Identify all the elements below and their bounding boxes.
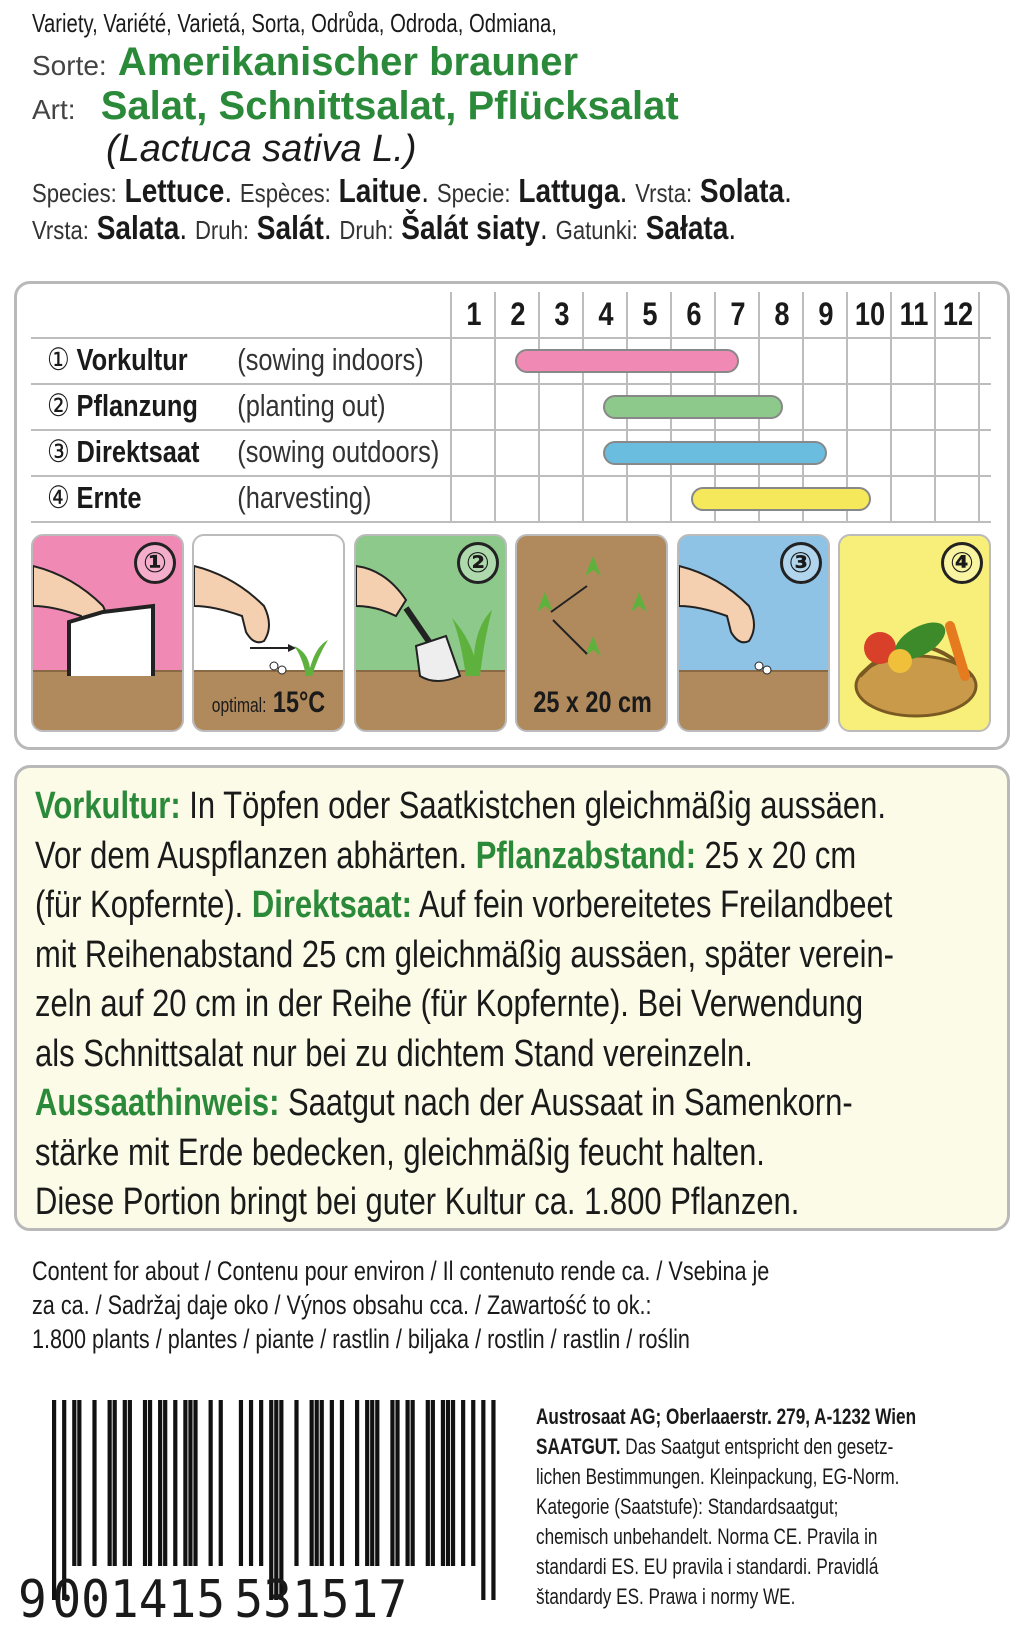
- instruction-line: [35, 931, 980, 981]
- instruction-text: mit Reihenabstand 25 cm gleichmäßig aussäen, später verein-: [35, 933, 894, 976]
- step-number: ③: [47, 434, 70, 469]
- optimal-label: optimal:: [212, 695, 267, 717]
- legal-line: standardi ES. EU pravila i standardi. Pravidlá: [536, 1554, 879, 1579]
- content-line: 1.800 plants / plantes / piante / rastlin / biljaka / rostlin / rastlin / roślin: [32, 1324, 690, 1354]
- step-badge: ③: [780, 542, 822, 584]
- species-label: Vrsta:: [635, 178, 693, 208]
- species-label: Espèces:: [239, 178, 331, 208]
- instruction-text: zeln auf 20 cm in der Reihe (für Kopfernte). Bei Verwendung: [35, 983, 864, 1025]
- species-value: Sałata: [637, 209, 729, 246]
- species-label: Specie:: [436, 178, 511, 208]
- species-label: Species:: [32, 178, 117, 208]
- variety-name: Amerikanischer brauner: [117, 40, 579, 84]
- content-line: za ca. / Sadržaj daje oko / Výnos obsahu cca. / Zawartość to ok.:: [32, 1290, 652, 1320]
- content-line: Content for about / Contenu pour environ / Il contenuto rende ca. / Vsebina je: [32, 1256, 770, 1286]
- species-label: Druh:: [194, 215, 249, 245]
- species-value: Salát: [248, 209, 324, 246]
- header: [32, 10, 992, 244]
- barcode: [18, 1400, 518, 1629]
- instructions-text: [35, 782, 980, 1228]
- step-number: ①: [47, 342, 70, 377]
- barcode-digits-left: 001415: [52, 1570, 226, 1629]
- calendar-grid: [31, 292, 991, 524]
- step-number: ④: [47, 480, 70, 515]
- instruction-line: [35, 782, 980, 832]
- legal-line: Kategorie (Saatstufe): Standardsaatgut;: [536, 1494, 839, 1519]
- activity-translation: (harvesting): [237, 480, 372, 515]
- month-label: 8: [774, 296, 790, 332]
- month-label: 11: [899, 296, 929, 332]
- content-amount: [32, 1254, 992, 1356]
- instruction-panel: [515, 534, 668, 732]
- sowing-calendar: [14, 281, 1010, 750]
- instruction-text: Auf fein vorbereitetes Freilandbeet: [411, 884, 893, 926]
- month-label: 10: [854, 296, 886, 332]
- legal-line: štandardy ES. Prawa i normy WE.: [536, 1584, 796, 1609]
- month-label: 12: [942, 296, 974, 332]
- species-value: Laitue: [330, 172, 422, 209]
- step-badge: ②: [457, 542, 499, 584]
- month-label: 7: [730, 296, 746, 332]
- month-label: 1: [466, 296, 482, 332]
- cultivation-instructions: [14, 765, 1010, 1231]
- step-badge: ④: [941, 542, 983, 584]
- instruction-heading: Vorkultur:: [35, 785, 181, 827]
- activity-translation: (sowing outdoors): [237, 434, 440, 469]
- legal-line: Das Saatgut entspricht den gesetz-: [620, 1434, 894, 1459]
- instruction-panel: [354, 534, 507, 732]
- species-translations-2: Vrsta: Salata. Druh: Salát. Druh: Šalát siaty. Gatunki: Sałata.: [32, 209, 737, 246]
- instruction-panel: [838, 534, 991, 732]
- month-label: 5: [642, 296, 658, 332]
- instruction-line: [35, 1129, 980, 1179]
- species-value: Šalát siaty: [393, 209, 541, 246]
- activity-name: Vorkultur: [76, 342, 188, 377]
- instruction-panels: [31, 534, 991, 734]
- instruction-heading: Direktsaat:: [251, 884, 412, 926]
- activity-name: Ernte: [76, 480, 142, 515]
- spacing-value: 25 x 20 cm: [533, 686, 652, 719]
- month-label: 3: [554, 296, 570, 332]
- calendar-period-bar: [691, 487, 871, 511]
- species-value: Solata: [692, 172, 785, 209]
- barcode-digit-prefix: 9: [18, 1570, 47, 1629]
- month-label: 2: [510, 296, 526, 332]
- instruction-text: (für Kopfernte).: [35, 884, 252, 926]
- legal-line: chemisch unbehandelt. Norma CE. Pravila in: [536, 1524, 878, 1549]
- instruction-text: In Töpfen oder Saatkistchen gleichmäßig aussäen.: [180, 785, 886, 827]
- species-translations-1: Species: Lettuce. Espèces: Laitue. Specie: Lattuga. Vrsta: Solata.: [32, 172, 792, 209]
- variety-line: Variety, Variété, Varietá, Sorta, Odrůda, Odroda, Odmiana,: [32, 8, 557, 38]
- activity-translation: (sowing indoors): [237, 342, 424, 377]
- legal-line: lichen Bestimmungen. Kleinpackung, EG-Norm.: [536, 1464, 900, 1489]
- calendar-row-label: [47, 388, 386, 424]
- instruction-panel: [677, 534, 830, 732]
- calendar-row-label: [47, 342, 424, 378]
- instruction-line: [35, 1030, 980, 1080]
- month-label: 4: [598, 296, 614, 332]
- species-value: Salata: [88, 209, 180, 246]
- instruction-text: 25 x 20 cm: [696, 834, 857, 877]
- activity-translation: (planting out): [237, 388, 386, 423]
- species-label: Vrsta:: [32, 215, 89, 245]
- step-badge: ①: [134, 542, 176, 584]
- instruction-text: Saatgut nach der Aussaat in Samenkorn-: [279, 1082, 853, 1124]
- instruction-panel: [31, 534, 184, 732]
- activity-name: Pflanzung: [76, 388, 198, 423]
- instruction-panel: [192, 534, 345, 732]
- latin-name: (Lactuca sativa L.): [106, 128, 417, 170]
- instruction-text: stärke mit Erde bedecken, gleichmäßig feucht halten.: [35, 1131, 765, 1174]
- species-value: Lattuga: [510, 172, 620, 209]
- instruction-line: [35, 832, 980, 882]
- species-label: Druh:: [339, 215, 394, 245]
- month-label: 9: [818, 296, 834, 332]
- saatgut-label: SAATGUT.: [536, 1434, 621, 1459]
- temperature-value: 15°C: [273, 686, 326, 719]
- instruction-text: Vor dem Auspflanzen abhärten.: [35, 834, 476, 877]
- company-address: Austrosaat AG; Oberlaaerstr. 279, A-1232 Wien: [536, 1404, 917, 1429]
- legal-info: [536, 1402, 1004, 1612]
- barcode-digits: [18, 1570, 407, 1629]
- month-label: 6: [686, 296, 702, 332]
- instruction-text: Diese Portion bringt bei guter Kultur ca. 1.800 Pflanzen.: [35, 1181, 800, 1223]
- calendar-period-bar: [603, 395, 783, 419]
- species-label: Gatunki:: [555, 215, 638, 245]
- calendar-row-label: [47, 434, 440, 470]
- instruction-line: [35, 1178, 980, 1228]
- calendar-row-label: [47, 480, 372, 516]
- calendar-period-bar: [515, 349, 739, 373]
- step-number: ②: [47, 388, 70, 423]
- calendar-period-bar: [603, 441, 827, 465]
- instruction-text: als Schnittsalat nur bei zu dichtem Stand vereinzeln.: [35, 1032, 753, 1075]
- activity-name: Direktsaat: [76, 434, 200, 469]
- instruction-heading: Aussaathinweis:: [35, 1082, 280, 1124]
- species-value: Lettuce: [116, 172, 225, 209]
- instruction-line: [35, 1079, 980, 1129]
- instruction-line: [35, 881, 980, 931]
- sorte-label: Sorte:: [32, 50, 107, 81]
- art-label: Art:: [32, 94, 76, 125]
- barcode-digits-right: 531517: [234, 1570, 408, 1629]
- species-name: Salat, Schnittsalat, Pflücksalat: [100, 84, 679, 128]
- instruction-heading: Pflanzabstand:: [475, 834, 697, 877]
- instruction-line: [35, 980, 980, 1030]
